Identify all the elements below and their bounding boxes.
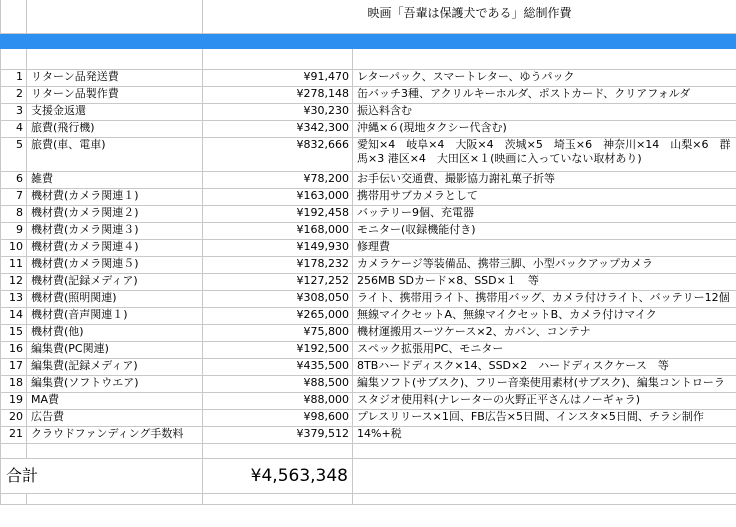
table-row (1, 376, 736, 393)
row-number[interactable]: 10 (1, 240, 27, 257)
table-row (1, 410, 736, 427)
amount-cell[interactable]: ¥127,252 (203, 274, 353, 291)
row-number[interactable]: 13 (1, 291, 27, 308)
amount-cell[interactable]: ¥149,930 (203, 240, 353, 257)
table-row (1, 427, 736, 444)
table-row (1, 325, 736, 342)
row-number[interactable]: 11 (1, 257, 27, 274)
table-row (1, 189, 736, 206)
row-number[interactable]: 4 (1, 121, 27, 138)
cell[interactable] (27, 0, 203, 34)
table-row (1, 291, 736, 308)
note-cell[interactable]: プレスリリース×1回、FB広告×5日間、インスタ×5日間、チラシ制作 (353, 410, 736, 427)
amount-cell[interactable]: ¥168,000 (203, 223, 353, 240)
note-cell[interactable]: 機材運搬用スーツケース×2、カバン、コンテナ (353, 325, 736, 342)
row-number[interactable]: 1 (1, 70, 27, 87)
amount-cell[interactable]: ¥163,000 (203, 189, 353, 206)
item-cell[interactable]: 雑費 (27, 172, 203, 189)
note-cell[interactable]: 携帯用サブカメラとして (353, 189, 736, 206)
table-row (1, 342, 736, 359)
item-cell[interactable]: 機材費(カメラ関連２) (27, 206, 203, 223)
item-cell[interactable]: 支援金返還 (27, 104, 203, 121)
table-row (1, 274, 736, 291)
cell[interactable] (27, 49, 203, 70)
item-cell[interactable]: 機材費(カメラ関連１) (27, 189, 203, 206)
amount-cell[interactable]: ¥278,148 (203, 87, 353, 104)
table-row (1, 87, 736, 104)
row-number[interactable]: 14 (1, 308, 27, 325)
cell[interactable] (353, 34, 736, 49)
row-number[interactable]: 15 (1, 325, 27, 342)
amount-cell[interactable]: ¥88,000 (203, 393, 353, 410)
note-cell[interactable]: 缶バッチ3種、アクリルキーホルダ、ポストカード、クリアフォルダ (353, 87, 736, 104)
note-cell[interactable]: バッテリー9個、充電器 (353, 206, 736, 223)
cell[interactable] (353, 494, 736, 505)
amount-cell[interactable]: ¥98,600 (203, 410, 353, 427)
note-cell[interactable]: お手伝い交通費、撮影協力謝礼菓子折等 (353, 172, 736, 189)
amount-cell[interactable]: ¥308,050 (203, 291, 353, 308)
blank-row (1, 49, 736, 70)
item-cell[interactable]: クラウドファンディング手数料 (27, 427, 203, 444)
cell[interactable] (27, 444, 203, 459)
cell[interactable] (203, 49, 353, 70)
item-cell[interactable]: 機材費(カメラ関連５) (27, 257, 203, 274)
item-cell[interactable]: 旅費(飛行機) (27, 121, 203, 138)
table-row (1, 393, 736, 410)
cell[interactable] (1, 49, 27, 70)
cell[interactable] (27, 34, 203, 49)
note-cell[interactable]: 振込料含む (353, 104, 736, 121)
spacer-row (1, 444, 736, 459)
row-number[interactable]: 3 (1, 104, 27, 121)
amount-cell[interactable]: ¥178,232 (203, 257, 353, 274)
header-band (1, 34, 736, 49)
row-number[interactable]: 16 (1, 342, 27, 359)
row-number[interactable]: 7 (1, 189, 27, 206)
cell[interactable] (27, 494, 203, 505)
row-number[interactable]: 6 (1, 172, 27, 189)
note-cell[interactable]: レターパック、スマートレター、ゆうパック (353, 70, 736, 87)
row-number[interactable]: 17 (1, 359, 27, 376)
cell[interactable] (353, 459, 736, 494)
item-cell[interactable]: リターン品発送費 (27, 70, 203, 87)
amount-cell[interactable]: ¥342,300 (203, 121, 353, 138)
item-cell[interactable]: 機材費(カメラ関連４) (27, 240, 203, 257)
note-cell[interactable]: 8TBハードディスク×14、SSD×2 ハードディスクケース 等 (353, 359, 736, 376)
amount-cell[interactable]: ¥379,512 (203, 427, 353, 444)
item-cell[interactable]: 編集費(ソフトウエア) (27, 376, 203, 393)
blank-row (1, 494, 736, 505)
amount-cell[interactable]: ¥192,458 (203, 206, 353, 223)
row-number[interactable]: 21 (1, 427, 27, 444)
item-cell[interactable]: 機材費(カメラ関連３) (27, 223, 203, 240)
table-row (1, 359, 736, 376)
title-row (1, 0, 736, 34)
amount-cell[interactable]: ¥75,800 (203, 325, 353, 342)
amount-cell[interactable]: ¥91,470 (203, 70, 353, 87)
note-cell[interactable]: 愛知×4 岐阜×4 大阪×4 茨城×5 埼玉×6 神奈川×14 山梨×6 群馬×3 港区×4 大田区×１(映画に入っていない取材あり) (353, 138, 736, 172)
table-row (1, 308, 736, 325)
total-row (1, 459, 736, 494)
item-cell[interactable]: 編集費(PC関連) (27, 342, 203, 359)
total-amount[interactable]: ¥4,563,348 (203, 459, 353, 494)
table-row (1, 257, 736, 274)
amount-cell[interactable]: ¥265,000 (203, 308, 353, 325)
note-cell[interactable]: 14%+税 (353, 427, 736, 444)
amount-cell[interactable]: ¥192,500 (203, 342, 353, 359)
cell[interactable] (353, 49, 736, 70)
note-cell[interactable]: スペック拡張用PC、モニター (353, 342, 736, 359)
item-cell[interactable]: 機材費(他) (27, 325, 203, 342)
amount-cell[interactable]: ¥30,230 (203, 104, 353, 121)
table-row (1, 104, 736, 121)
cell[interactable] (203, 444, 353, 459)
table-row (1, 240, 736, 257)
note-cell[interactable]: 沖縄×６(現地タクシー代含む) (353, 121, 736, 138)
item-cell[interactable]: 機材費(記録メディア) (27, 274, 203, 291)
row-number[interactable]: 19 (1, 393, 27, 410)
note-cell[interactable]: 256MB SDカード×8、SSD×１ 等 (353, 274, 736, 291)
note-cell[interactable]: 編集ソフト(サブスク)、フリー音楽使用素材(サブスク)、編集コントローラ (353, 376, 736, 393)
cell[interactable] (1, 494, 27, 505)
note-cell[interactable]: カメラケージ等装備品、携帯三脚、小型バックアップカメラ (353, 257, 736, 274)
item-cell[interactable]: 機材費(照明関連) (27, 291, 203, 308)
note-cell[interactable]: スタジオ使用料(ナレーターの火野正平さんはノーギャラ) (353, 393, 736, 410)
total-label[interactable]: 合計 (1, 459, 203, 494)
row-number[interactable]: 20 (1, 410, 27, 427)
note-cell[interactable]: 無線マイクセットA、無線マイクセットB、カメラ付けマイク (353, 308, 736, 325)
row-number[interactable]: 2 (1, 87, 27, 104)
row-number[interactable]: 18 (1, 376, 27, 393)
amount-cell[interactable]: ¥78,200 (203, 172, 353, 189)
row-number[interactable]: 9 (1, 223, 27, 240)
table-row (1, 206, 736, 223)
table-row (1, 223, 736, 240)
table-row (1, 70, 736, 87)
amount-cell[interactable]: ¥832,666 (203, 138, 353, 172)
cell[interactable] (1, 0, 27, 34)
cell[interactable] (203, 34, 353, 49)
cell[interactable] (1, 34, 27, 49)
amount-cell[interactable]: ¥435,500 (203, 359, 353, 376)
table-row (1, 121, 736, 138)
cell[interactable] (203, 494, 353, 505)
sheet-title[interactable]: 映画「吾輩は保護犬である」総制作費 (203, 0, 736, 34)
item-cell[interactable]: 機材費(音声関連１) (27, 308, 203, 325)
item-cell[interactable]: 旅費(車、電車) (27, 138, 203, 172)
table-row (1, 138, 736, 172)
item-cell[interactable]: リターン品製作費 (27, 87, 203, 104)
cell[interactable] (353, 444, 736, 459)
row-number[interactable]: 8 (1, 206, 27, 223)
row-number[interactable]: 5 (1, 138, 27, 172)
item-cell[interactable]: 編集費(記録メディア) (27, 359, 203, 376)
item-cell[interactable]: MA費 (27, 393, 203, 410)
amount-cell[interactable]: ¥88,500 (203, 376, 353, 393)
note-cell[interactable]: 修理費 (353, 240, 736, 257)
row-number[interactable]: 12 (1, 274, 27, 291)
note-cell[interactable]: モニター(収録機能付き) (353, 223, 736, 240)
table-row (1, 172, 736, 189)
item-cell[interactable]: 広告費 (27, 410, 203, 427)
note-cell[interactable]: ライト、携帯用ライト、携帯用バッグ、カメラ付けライト、バッテリー12個 (353, 291, 736, 308)
cell[interactable] (1, 444, 27, 459)
